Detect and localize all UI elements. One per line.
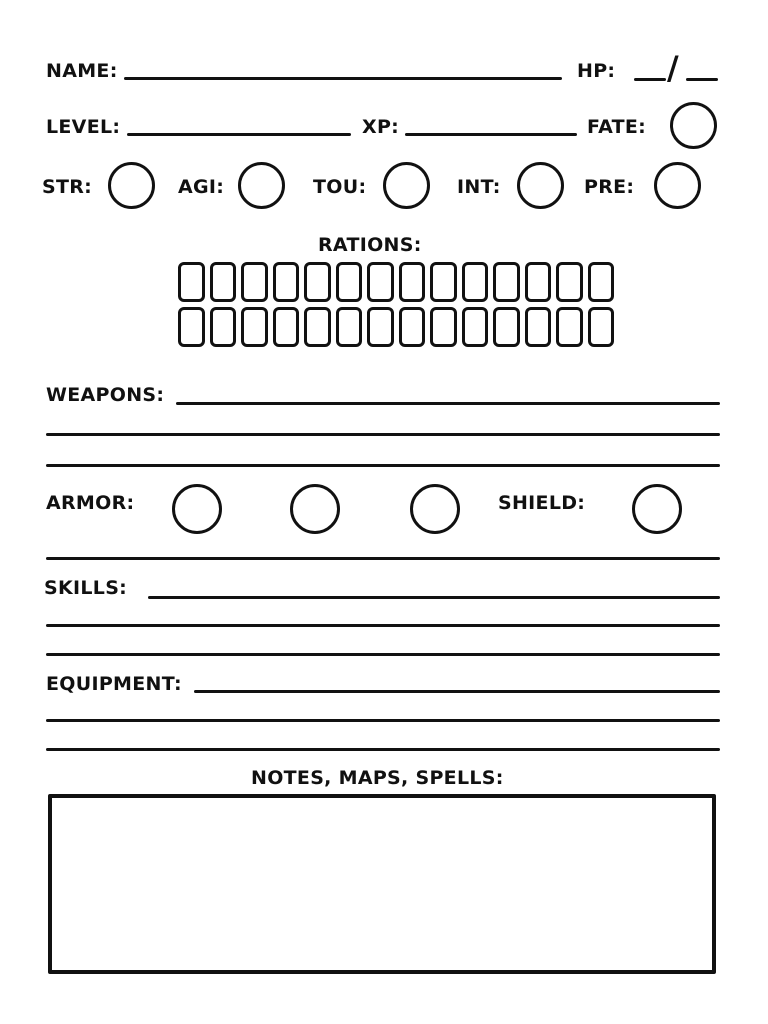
ration-box[interactable]	[304, 262, 331, 302]
ration-box[interactable]	[525, 307, 552, 347]
ration-box[interactable]	[556, 307, 583, 347]
armor-circle-3[interactable]	[410, 484, 460, 534]
ration-box[interactable]	[493, 307, 520, 347]
skills-line-3[interactable]	[46, 653, 720, 656]
weapons-line-3[interactable]	[46, 464, 720, 467]
ration-box[interactable]	[430, 262, 457, 302]
shield-label: SHIELD:	[498, 492, 586, 514]
name-field[interactable]	[124, 77, 562, 80]
ration-box[interactable]	[273, 307, 300, 347]
ration-box[interactable]	[210, 262, 237, 302]
equipment-line-3[interactable]	[46, 748, 720, 751]
ration-box[interactable]	[462, 307, 489, 347]
int-circle[interactable]	[517, 162, 564, 209]
str-label: STR:	[42, 176, 93, 198]
tou-circle[interactable]	[383, 162, 430, 209]
ration-box[interactable]	[210, 307, 237, 347]
equipment-line-1[interactable]	[194, 690, 720, 693]
level-field[interactable]	[127, 133, 351, 136]
notes-box[interactable]	[48, 794, 716, 974]
ration-box[interactable]	[525, 262, 552, 302]
ration-box[interactable]	[241, 262, 268, 302]
ration-box[interactable]	[178, 307, 205, 347]
hp-separator: /	[667, 49, 679, 87]
shield-circle[interactable]	[632, 484, 682, 534]
ration-row	[178, 262, 614, 302]
ration-box[interactable]	[336, 307, 363, 347]
hp-label: HP:	[577, 60, 616, 82]
ration-box[interactable]	[588, 262, 615, 302]
ration-box[interactable]	[241, 307, 268, 347]
tou-label: TOU:	[313, 176, 367, 198]
skills-line-2[interactable]	[46, 624, 720, 627]
ration-box[interactable]	[430, 307, 457, 347]
equipment-label: EQUIPMENT:	[46, 673, 182, 695]
weapons-label: WEAPONS:	[46, 384, 165, 406]
int-label: INT:	[457, 176, 501, 198]
skills-label: SKILLS:	[44, 577, 128, 599]
xp-label: XP:	[362, 116, 400, 138]
armor-divider-line	[46, 557, 720, 560]
fate-circle[interactable]	[670, 102, 717, 149]
armor-circle-1[interactable]	[172, 484, 222, 534]
ration-row	[178, 307, 614, 347]
ration-box[interactable]	[399, 307, 426, 347]
pre-label: PRE:	[584, 176, 635, 198]
ration-box[interactable]	[367, 307, 394, 347]
xp-field[interactable]	[405, 133, 577, 136]
ration-box[interactable]	[588, 307, 615, 347]
armor-circle-2[interactable]	[290, 484, 340, 534]
ration-box[interactable]	[367, 262, 394, 302]
weapons-line-1[interactable]	[176, 402, 720, 405]
rations-label: RATIONS:	[318, 234, 422, 256]
fate-label: FATE:	[587, 116, 647, 138]
notes-label: NOTES, MAPS, SPELLS:	[251, 767, 504, 789]
agi-circle[interactable]	[238, 162, 285, 209]
ration-box[interactable]	[336, 262, 363, 302]
skills-line-1[interactable]	[148, 596, 720, 599]
armor-label: ARMOR:	[46, 492, 135, 514]
ration-box[interactable]	[462, 262, 489, 302]
hp-max-field[interactable]	[686, 78, 718, 81]
level-label: LEVEL:	[46, 116, 121, 138]
ration-box[interactable]	[493, 262, 520, 302]
weapons-line-2[interactable]	[46, 433, 720, 436]
ration-box[interactable]	[178, 262, 205, 302]
ration-box[interactable]	[399, 262, 426, 302]
hp-current-field[interactable]	[634, 78, 666, 81]
agi-label: AGI:	[178, 176, 225, 198]
equipment-line-2[interactable]	[46, 719, 720, 722]
rations-grid	[178, 262, 614, 352]
str-circle[interactable]	[108, 162, 155, 209]
ration-box[interactable]	[273, 262, 300, 302]
ration-box[interactable]	[304, 307, 331, 347]
pre-circle[interactable]	[654, 162, 701, 209]
ration-box[interactable]	[556, 262, 583, 302]
name-label: NAME:	[46, 60, 118, 82]
